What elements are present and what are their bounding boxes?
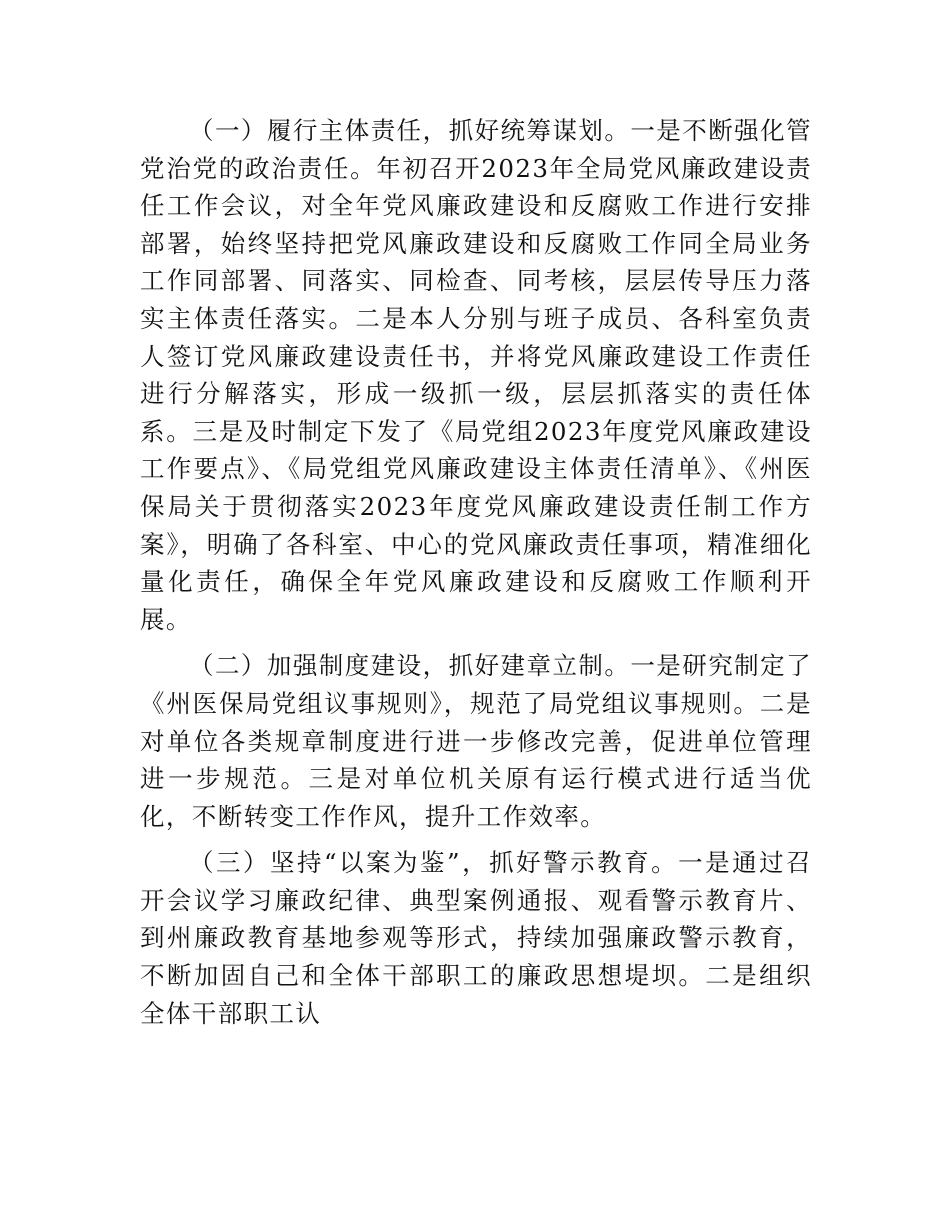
- paragraph-warning: （三）坚持“以案为鉴”，抓好警示教育。一是通过召开会议学习廉政纪律、典型案例通报、观看警示教育片、到州廉政教育基地参观等形式，持续加强廉政警示教育，不断加固自己和全体干部职工的廉政思想堤坝。二是组织全体干部职工认: [140, 848, 812, 1028]
- document-body: [140, 112, 812, 1041]
- paragraph-duty: （一）履行主体责任，抓好统筹谋划。一是不断强化管党治党的政治责任。年初召开2023年全局党风廉政建设责任工作会议，对全年党风廉政建设和反腐败工作进行安排部署，始终坚持把党风廉政建设和反腐败工作同全局业务工作同部署、同落实、同检查、同考核，层层传导压力落实主体责任落实。二是本人分别与班子成员、各科室负责人签订党风廉政建设责任书，并将党风廉政建设工作责任进行分解落实，形成一级抓一级，层层抓落实的责任体系。三是及时制定下发了《局党组2023年度党风廉政建设工作要点》、《局党组党风廉政建设主体责任清单》、《州医保局关于贯彻落实2023年度党风廉政建设责任制工作方案》，明确了各科室、中心的党风廉政责任事项，精准细化量化责任，确保全年党风廉政建设和反腐败工作顺利开展。: [140, 116, 812, 634]
- paragraph-system: （二）加强制度建设，抓好建章立制。一是研究制定了《州医保局党组议事规则》，规范了局党组议事规则。二是对单位各类规章制度进行进一步修改完善，促进单位管理进一步规范。三是对单位机关原有运行模式进行适当优化，不断转变工作作风，提升工作效率。: [140, 651, 812, 831]
